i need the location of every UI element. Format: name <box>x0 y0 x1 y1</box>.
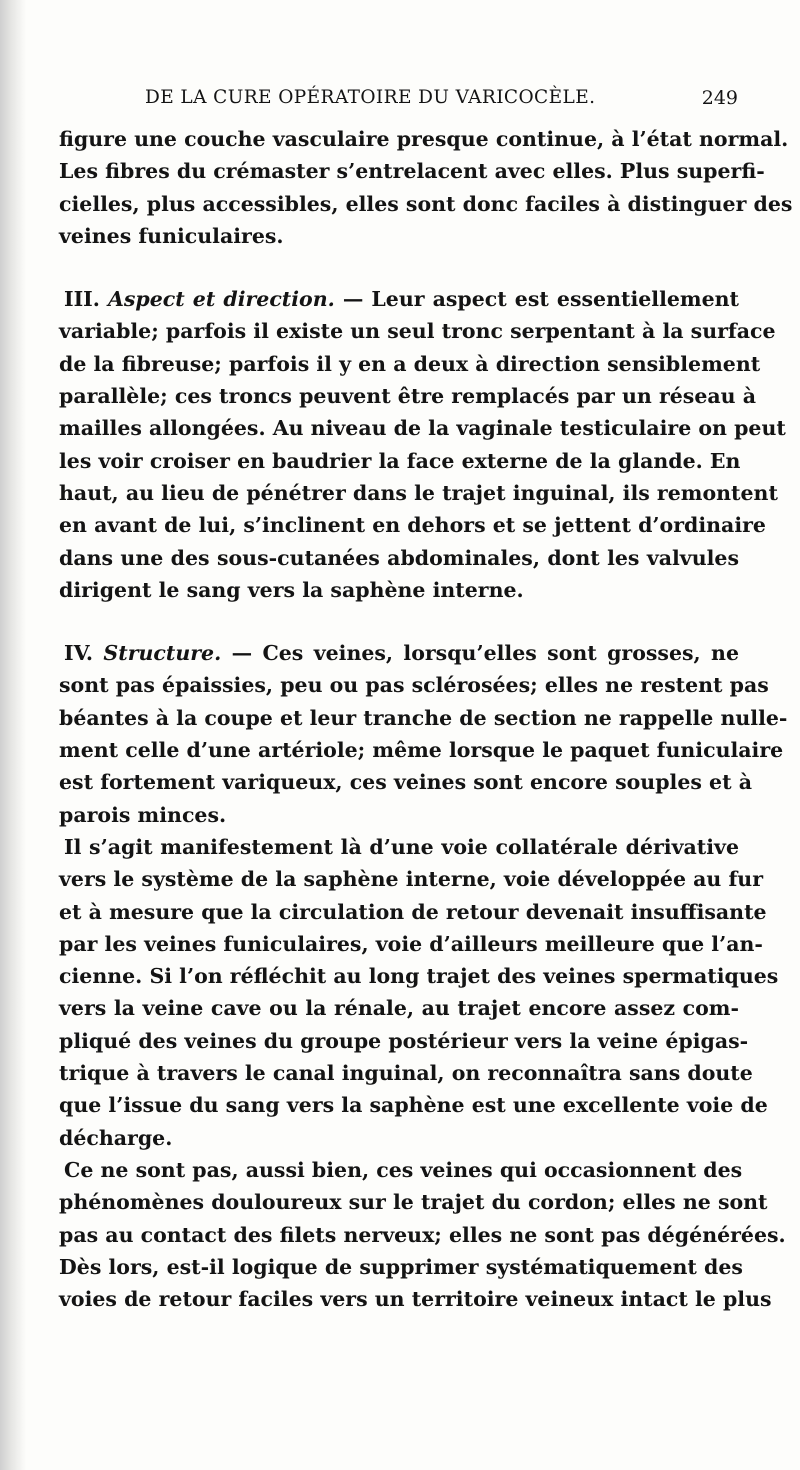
page-number: 249 <box>701 87 738 109</box>
text-line: voies de retour faciles vers un territoire veineux intact le plus <box>59 1287 772 1312</box>
text-line: Il s’agit manifestement là d’une voie collatérale dérivative <box>64 834 739 859</box>
section-lead-line <box>59 637 739 669</box>
text-line: pliqué des veines du groupe postérieur vers la veine épigas- <box>59 1028 749 1053</box>
section-aspect-direction <box>59 283 786 606</box>
text-line: Ce ne sont pas, aussi bien, ces veines qui occasionnent des <box>64 1157 743 1182</box>
section-lead-text: — Ces veines, lorsqu’elles sont grosses, ne <box>221 641 739 666</box>
text-line: de la fibreuse; parfois il y en a deux à direction sensiblement <box>59 351 761 376</box>
text-line: mailles allongées. Au niveau de la vaginale testiculaire on peut <box>59 416 786 441</box>
text-line: par les veines funiculaires, voie d’ailleurs meilleure que l’an- <box>59 931 763 956</box>
text-line: décharge. <box>59 1125 173 1150</box>
section-lead-text: — Leur aspect est essentiellement <box>334 287 740 312</box>
text-line: vers la veine cave ou la rénale, au trajet encore assez com- <box>59 996 739 1021</box>
paragraph-painful-phenomena <box>59 1154 786 1315</box>
text-line: cielles, plus accessibles, elles sont donc faciles à distinguer des <box>59 191 793 216</box>
text-line: phénomènes douloureux sur le trajet du cordon; elles ne sont <box>59 1190 768 1215</box>
section-structure <box>59 637 788 831</box>
text-line: figure une couche vasculaire presque continue, à l’état normal. <box>59 127 789 151</box>
text-line: variable; parfois il existe un seul tronc serpentant à la surface <box>59 319 776 344</box>
text-line: et à mesure que la circulation de retour devenait insuffisante <box>59 899 767 924</box>
text-line: dirigent le sang vers la saphène interne. <box>59 577 524 602</box>
text-line: ment celle d’une artériole; même lorsque le paquet funiculaire <box>59 738 784 763</box>
text-line: sont pas épaissies, peu ou pas sclérosées; elles ne restent pas <box>59 673 769 698</box>
text-line: cienne. Si l’on réfléchit au long trajet des veines spermatiques <box>59 964 779 989</box>
text-line: trique à travers le canal inguinal, on reconnaîtra sans doute <box>59 1061 753 1086</box>
binding-shadow <box>0 0 26 1470</box>
paragraph-collateral-route <box>59 831 779 1154</box>
text-line: veines funiculaires. <box>59 223 284 248</box>
text-line: pas au contact des filets nerveux; elles ne sont pas dégénérées. <box>59 1222 786 1247</box>
text-line: vers le système de la saphène interne, voie développée au fur <box>59 867 763 892</box>
text-line: haut, au lieu de pénétrer dans le trajet inguinal, ils remontent <box>59 480 778 505</box>
text-line: en avant de lui, s’inclinent en dehors et se jettent d’ordinaire <box>59 513 766 538</box>
text-line: les voir croiser en baudrier la face externe de la glande. En <box>59 448 741 473</box>
text-line: dans une des sous-cutanées abdominales, dont les valvules <box>59 545 739 570</box>
body-text <box>59 123 793 1315</box>
text-line: que l’issue du sang vers la saphène est une excellente voie de <box>59 1093 768 1118</box>
section-lead-line <box>59 283 739 315</box>
section-title: Aspect et direction. <box>107 287 335 312</box>
text-line: Les fibres du crémaster s’entrelacent avec elles. Plus superfi- <box>59 159 765 184</box>
page-header <box>0 80 800 116</box>
section-number: III. <box>64 287 100 312</box>
text-line: est fortement variqueux, ces veines sont encore souples et à <box>59 770 752 795</box>
section-title: Structure. <box>103 641 222 666</box>
text-line: Dès lors, est-il logique de supprimer systématiquement des <box>59 1254 743 1279</box>
running-head: DE LA CURE OPÉRATOIRE DU VARICOCÈLE. <box>145 87 596 108</box>
text-line: béantes à la coupe et leur tranche de section ne rappelle nulle- <box>59 705 788 730</box>
text-line: parallèle; ces troncs peuvent être remplacés par un réseau à <box>59 384 756 409</box>
text-line: parois minces. <box>59 802 227 827</box>
paragraph-continuation <box>59 123 793 252</box>
section-number: IV. <box>64 641 94 666</box>
